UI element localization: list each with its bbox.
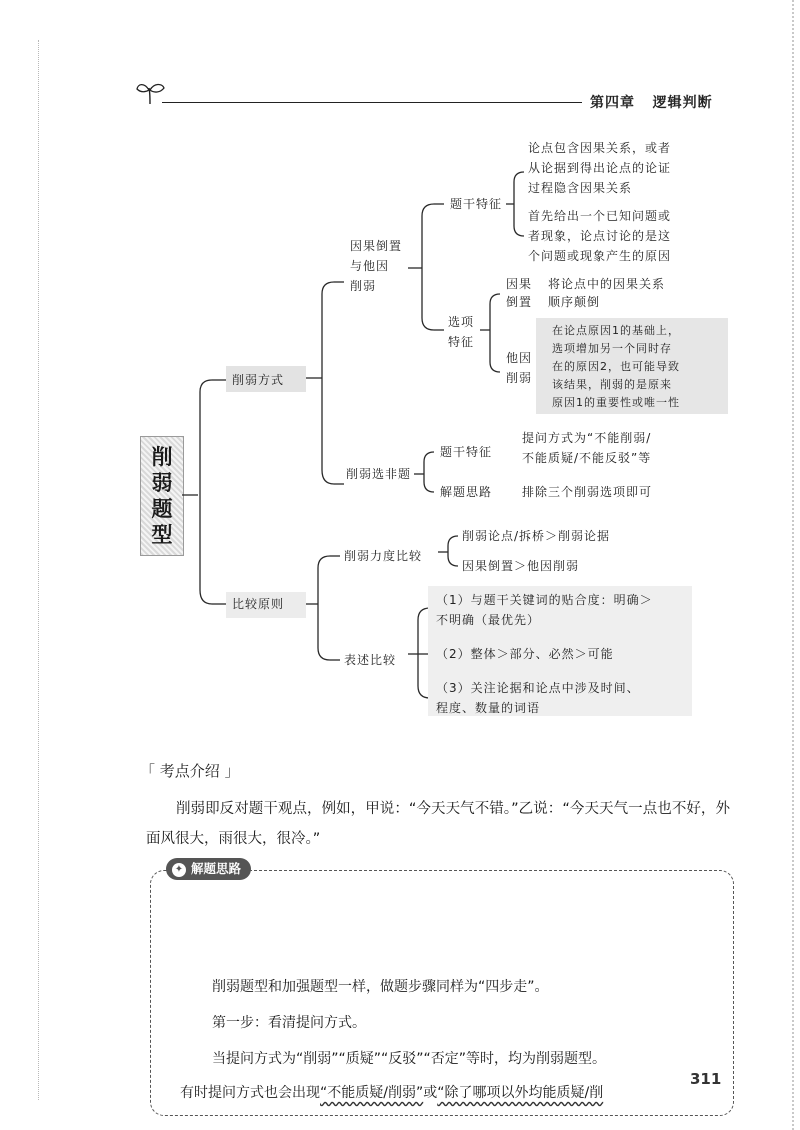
other-label-line1: 他因 xyxy=(506,351,533,365)
tip-paragraph-1: 削弱题型和加强题型一样，做题步骤同样为“四步走”。 xyxy=(212,979,549,995)
page-number: 311 xyxy=(690,1070,722,1088)
stem-note2-line2: 者现象，论点讨论的是这 xyxy=(528,229,672,243)
section-paragraph: 削弱即反对题干观点，例如，甲说：“今天天气不错。”乙说：“今天天气一点也不好，外面风很大，雨很大，很冷。” xyxy=(146,801,730,847)
stem-note2-line1: 首先给出一个已知问题或 xyxy=(528,209,672,223)
reverse-label-line1: 因果 xyxy=(506,277,533,291)
expression-item2: （2）整体＞部分、必然＞可能 xyxy=(436,647,614,661)
lightbulb-icon: ✦ xyxy=(172,863,186,877)
stem-note1-line3: 过程隐含因果关系 xyxy=(528,181,633,195)
expression-item1-line1: （1）与题干关键词的贴合度：明确＞ xyxy=(436,593,653,607)
strength-item1: 削弱论点/拆桥＞削弱论据 xyxy=(462,529,611,543)
tip-paragraph-2: 第一步：看清提问方式。 xyxy=(212,1015,366,1031)
root-node-label: 削弱题型 xyxy=(151,445,173,547)
reverse-note-line2: 顺序颠倒 xyxy=(548,295,601,309)
options-label-line2: 特征 xyxy=(448,335,475,349)
sub2-approach-note: 排除三个削弱选项即可 xyxy=(522,485,653,499)
options-label-line1: 选项 xyxy=(448,315,475,329)
sub2-stem-label: 题干特征 xyxy=(440,445,493,459)
tip-badge-label: 解题思路 xyxy=(191,861,242,876)
stem-feature-label: 题干特征 xyxy=(450,197,503,211)
sub1-label-line2: 与他因 xyxy=(350,259,390,273)
reverse-label-line2: 倒置 xyxy=(506,295,533,309)
section-heading: 「 考点介绍 」 xyxy=(140,762,240,780)
other-note-line3: 在的原因2，也可能导致 xyxy=(552,360,680,373)
strength-item2: 因果倒置＞他因削弱 xyxy=(462,559,580,573)
section-title: 考点介绍 xyxy=(159,762,220,780)
sub1-label-line3: 削弱 xyxy=(350,279,377,293)
tip-p4-mid: 或 xyxy=(423,1085,438,1101)
reverse-note-line1: 将论点中的因果关系 xyxy=(548,277,666,291)
chapter-title: 逻辑判断 xyxy=(652,95,713,111)
other-note-line4: 该结果，削弱的是原来 xyxy=(552,378,672,391)
strength-label: 削弱力度比较 xyxy=(344,549,423,563)
sub2-stem-note-line1: 提问方式为“不能削弱/ xyxy=(522,431,652,445)
stem-note2-line3: 个问题或现象产生的原因 xyxy=(528,249,672,263)
tip-p4-prefix: 有时提问方式也会出现 xyxy=(180,1085,320,1101)
other-note-line2: 选项增加另一个同时存 xyxy=(552,342,672,355)
expression-label: 表述比较 xyxy=(344,653,397,667)
expression-item3-line1: （3）关注论据和论点中涉及时间、 xyxy=(436,681,640,695)
expression-item3-line2: 程度、数量的词语 xyxy=(436,701,541,715)
tip-p4-underline-2: “除了哪项以外均能质疑/削 xyxy=(437,1085,604,1101)
sub1-label-line1: 因果倒置 xyxy=(350,239,403,253)
other-note-line1: 在论点原因1的基础上， xyxy=(552,324,680,337)
expression-item1-line2: 不明确（最优先） xyxy=(436,613,541,627)
tip-badge xyxy=(166,858,251,880)
chapter-number: 第四章 xyxy=(590,95,635,111)
other-note-line5: 原因1的重要性或唯一性 xyxy=(552,396,680,409)
tip-paragraph-3: 当提问方式为“削弱”“质疑”“反驳”“否定”等时，均为削弱题型。 xyxy=(212,1051,607,1067)
sub2-stem-note-line2: 不能质疑/不能反驳”等 xyxy=(522,451,652,465)
stem-note1-line1: 论点包含因果关系，或者 xyxy=(528,141,672,155)
branch2-label: 比较原则 xyxy=(232,597,285,611)
branch1-label: 削弱方式 xyxy=(232,373,285,387)
tip-paragraph-4 xyxy=(180,1082,603,1102)
tip-p4-underline-1: “不能质疑/削弱” xyxy=(320,1085,424,1101)
sub2-approach-label: 解题思路 xyxy=(440,485,493,499)
other-label-line2: 削弱 xyxy=(506,371,533,385)
sub2-label: 削弱选非题 xyxy=(346,467,412,481)
stem-note1-line2: 从论据到得出论点的论证 xyxy=(528,161,672,175)
